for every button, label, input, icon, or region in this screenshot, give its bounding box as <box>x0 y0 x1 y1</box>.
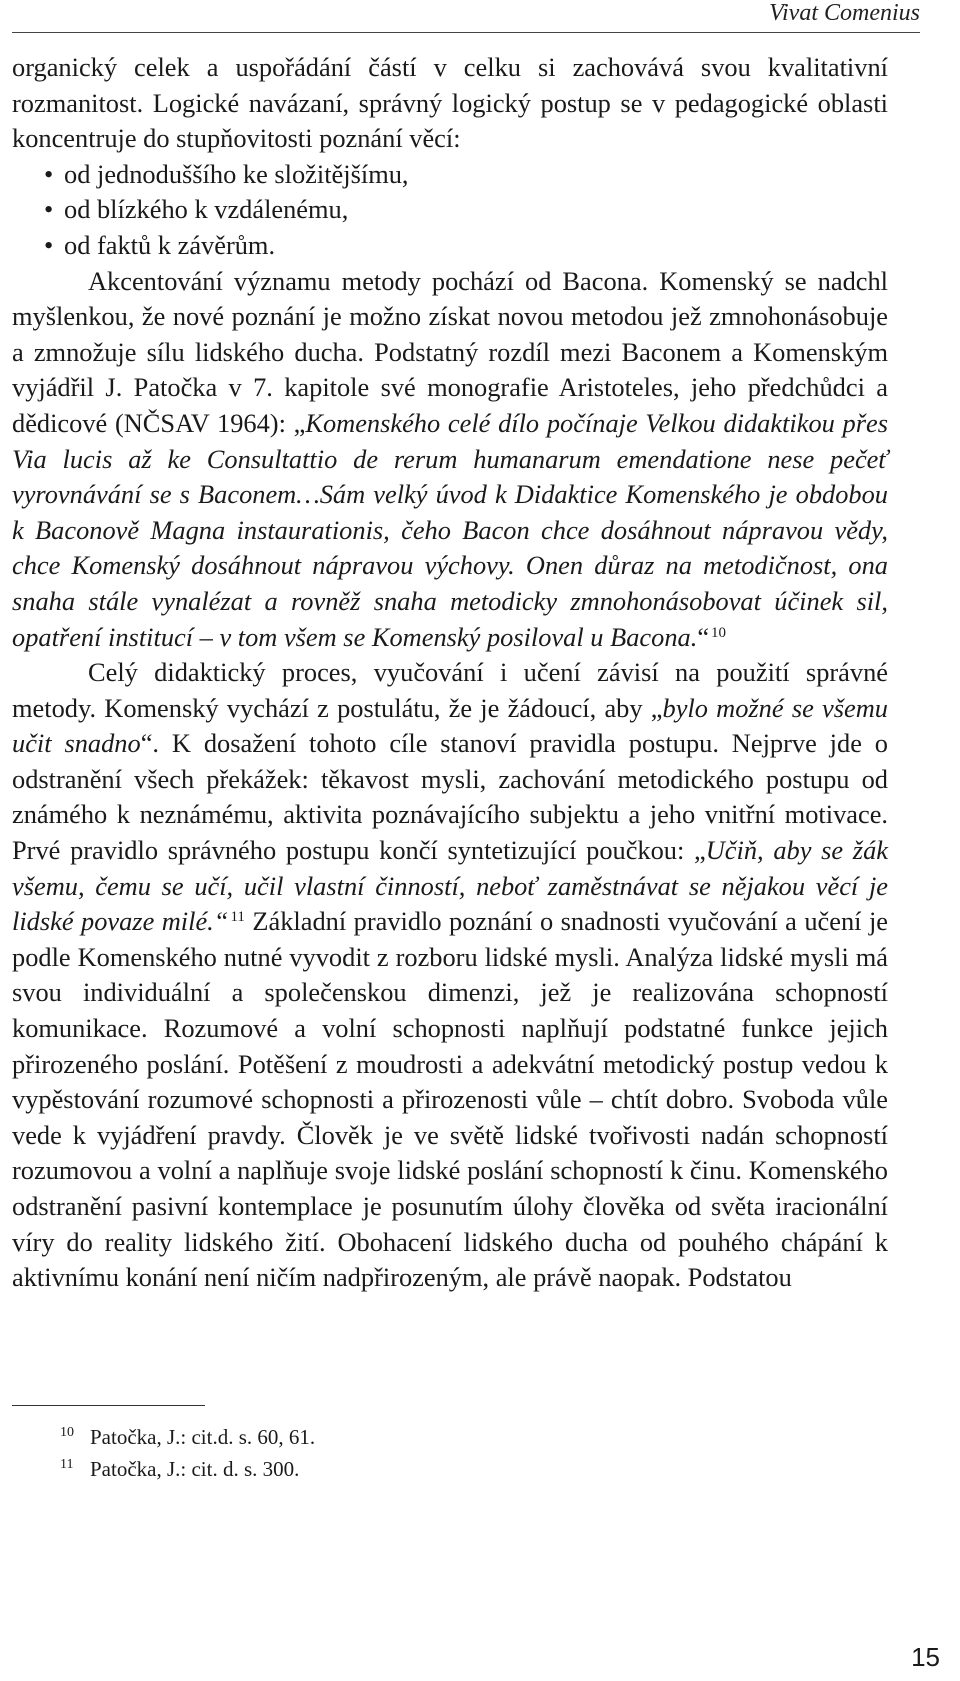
bullet-item: • od faktů k závěrům. <box>44 228 888 264</box>
quote-close: “ <box>697 621 710 652</box>
quote-snadno: bylo možné se všemu učit snadno <box>12 692 888 759</box>
bullet-item: • od jednoduššího ke složitějšímu, <box>44 157 888 193</box>
footnote-divider <box>12 1405 205 1406</box>
footnote-number: 11 <box>60 1457 74 1472</box>
footnote-10 <box>60 1421 315 1453</box>
bullet-list <box>12 157 888 264</box>
intro-paragraph: organický celek a uspořádání částí v celku si zachovává svou kvalitativní rozmanitost. Logické navázaní, správný logický postup se v pedagogické oblasti koncentruje do stupňovitosti poznání věcí: <box>12 52 888 154</box>
paragraph-text: Celý didaktický proces, vyučování i učení závisí na použití správné metody. Komenský vychází z postulátu, že je žádoucí, aby „ <box>12 657 888 723</box>
footnote-ref-10: 10 <box>711 624 727 641</box>
bullet-item: • od blízkého k vzdálenému, <box>44 192 888 228</box>
footnote-number: 10 <box>60 1425 74 1440</box>
patocka-quote: Komenského celé dílo počínaje Velkou didaktikou přes Via lucis až ke Consultattio de rerum humanarum emendatione nese pečeť vyrovnávání se s Baconem…Sám velký úvod k Didaktice Komenského je obdobou k Baconově Magna instaurationis, čeho Bacon chce dosáhnout nápravou vědy, chce Komenský dosáhnout nápravou výchovy. Onen důraz na metodičnost, ona snaha stále vynalézat a rovněž snaha metodicky zmnohonásobovat účinek sil, opatření institucí – v tom všem se Komenský posiloval u Bacona. <box>12 407 888 652</box>
page-number: 15 <box>911 1642 940 1672</box>
paragraph-text: Základní pravidlo poznání o snadnosti vyučování a učení je podle Komenského nutné vyvodit z rozboru lidské mysli. Analýza lidské mysli má svou individuální a společenskou dimenzi, jež je realizována schopností komunikace. Rozumové a volní schopnosti naplňují podstatné funkce jejich přirozeného poslání. Potěšení z moudrosti a adekvátní metodický postup vedou k vypěstování rozumové schopnosti a přirozenosti vůle – chtít dobro. Svoboda vůle vede k vyjádření pravdy. Člověk je ve světě lidské tvořivosti nadán schopností rozumovou a volní a naplňuje svoje lidské poslání schopností k činu. Komenského odstranění pasivní kontemplace je posunutím úlohy člověka od světa iracionální víry do reality lidského žití. Obohacení lidského ducha od pouhého chápání k aktivnímu konání není ničím nadpřirozeným, ale právě naopak. Podstatou <box>12 906 888 1293</box>
paragraph-text: Akcentování významu metody pochází od Bacona. Komenský se nadchl myšlenkou, že nové poznání je možno získat novou metodou jež zmnohonásobuje a zmnožuje sílu lidského ducha. Podstatný rozdíl mezi Baconem a Komenským vyjádřil J. Patočka v 7. kapitole své monografie Aristoteles, jeho předchůdci a dědicové (NČSAV 1964): „ <box>12 265 888 438</box>
running-header: Vivat Comenius <box>769 0 920 26</box>
footnote-text: Patočka, J.: cit.d. s. 60, 61. <box>90 1425 316 1449</box>
paragraph-text: “. K dosažení tohoto cíle stanoví pravidla postupu. Nejprve jde o odstranění všech překážek: těkavost mysli, zachování metodického postupu od známého k neznámému, aktivita poznávajícího subjektu a jeho vnitřní motivace. Prvé pravidlo správného postupu končí syntetizující poučkou: „ <box>12 728 888 866</box>
footnote-11 <box>60 1453 315 1485</box>
footnote-text: Patočka, J.: cit. d. s. 300. <box>90 1457 300 1481</box>
paragraph-method <box>12 655 888 1296</box>
header-divider <box>12 32 920 33</box>
footnote-ref-11: 11 <box>230 909 245 926</box>
main-text <box>12 50 888 1296</box>
quote-close: “ <box>213 906 229 937</box>
footnotes <box>60 1421 315 1485</box>
quote-rule: Učiň, aby se žák všemu, čemu se učí, učil vlastní činností, neboť zaměstnávat se nějakou věcí je lidské povaze milé. <box>12 835 888 937</box>
paragraph-bacon <box>12 264 888 656</box>
